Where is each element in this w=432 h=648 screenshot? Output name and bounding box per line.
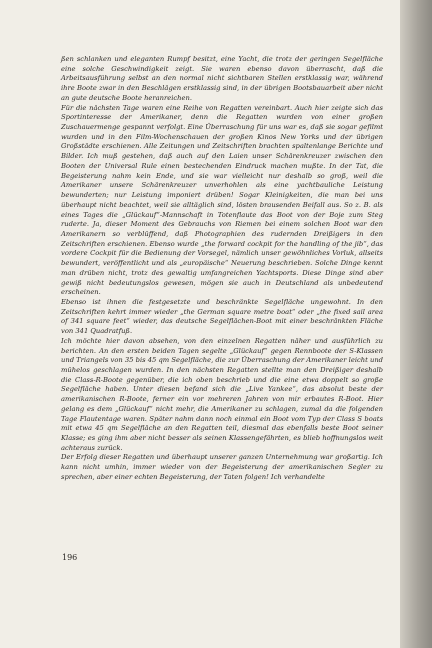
paragraph: Für die nächsten Tage waren eine Reihe von Regatten vereinbart. Auch hier zeigte sich das Sportinteresse der Amerikaner, denn die Regatten wurden von einer großen Zuschauermenge gespannt verfolgt. Eine Überraschung für uns war es, daß sie sogar gefilmt wurden und in den Film-Wochenschauen der großen Kinos New Yorks und der übrigen Großstädte erschienen. Alle Zeitungen und Zeitschriften brachten spaltenlange Berichte und Bilder. Ich muß gestehen, daß auch auf den Laien unser Schärenkreuzer zwischen den Booten der Universal Rule einen bestechenden Eindruck machen mußte. In der Tat, die Begeisterung nahm kein Ende, und sie war vielleicht nur deshalb so groß, weil die Amerikaner unsere Schärenkreuzer unverhohlen als eine yachtbauliche Leistung bewunderten; nur Leistung imponiert drüben! Sogar Kleinigkeiten, die man bei uns überhaupt nicht beachtet, weil sie alltäglich sind, lösten brausenden Beifall aus. So z. B. als eines Tages die „Glückauf“-Mannschaft in Totenflaute das Boot von der Boje zum Steg ruderte. Ja, dieser Moment des Gebrauchs von Riemen bei einem solchen Boot war den Amerikanern so verblüffend, daß Photographien des rudernden Dreißigers in den Zeitschriften erschienen. Ebenso wurde „the forward cockpit for the handling of the jib“, das vordere Cockpit für die Bedienung der Vorsegel, nämlich unser gewöhnliches Vorluk, allseits bewundert, veröffentlicht und als „europäische“ Neuerung beschrieben. Solche Dinge kennt man drüben nicht, trotz des gewaltig umfangreichen Yachtsports. Diese Dinge sind aber gewiß nicht bedeutungslos gewesen, mögen sie auch in Deutschland als unbedeutend erscheinen.: [61, 103, 383, 297]
paragraph: ßen schlanken und eleganten Rumpf besitzt, eine Yacht, die trotz der geringen Segelfläche eine solche Geschwindigkeit zeigt. Sie waren ebenso davon überrascht, daß die Arbeitsausführung selbst an den normal nicht sichtbaren Stellen erstklassig war, während ihre Boote zwar in den Beschlägen erstklassig sind, in der übrigen Bootsbauarbeit aber nicht an gute deutsche Boote heranreichen.: [61, 55, 383, 102]
page-number: 196: [62, 553, 78, 562]
paragraph: Ich möchte hier davon absehen, von den einzelnen Regatten näher und ausführlich zu berichten. An den ersten beiden Tagen segelte „Glückauf“ gegen Rennboote der S-Klassen und Triangels von 35 bis 45 qm Segelfläche, die zur Überraschung der Amerikaner leicht und mühelos geschlagen wurden. In den nächsten Regatten stellte man den Dreißiger deshalb die Class-R-Boote gegenüber, die ich oben beschrieb und die eine etwa doppelt so große Segelfläche haben. Unter diesen befand sich die „Live Yankee“, das absolut beste der amerikanischen R-Boote, ferner ein vor mehreren Jahren von mir erbautes R-Boot. Hier gelang es dem „Glückauf“ nicht mehr, die Amerikaner zu schlagen, zumal da die folgenden Tage Flautentage waren. Später nahm dann noch einmal ein Boot vom Typ der Class S boats mit etwa 45 qm Segelfläche an den Regatten teil, diesmal das ebenfalls beste Boot seiner Klasse; es ging ihm aber nicht besser als seinen Klassengefährten, es blieb hoffnungslos weit achteraus zurück.: [61, 336, 383, 452]
body-text: [61, 55, 383, 483]
book-gutter-shadow: [400, 0, 432, 648]
paragraph: Der Erfolg dieser Regatten und überhaupt unserer ganzen Unternehmung war großartig. Ich kann nicht umhin, immer wieder von der Begeisterung der amerikanischen Segler zu sprechen, aber einer echten Begeisterung, der Taten folgen! Ich verhandelte: [61, 453, 383, 481]
paragraph: Ebenso ist ihnen die festgesetzte und beschränkte Segelfläche ungewohnt. In den Zeitschriften kehrt immer wieder „the German square metre boat“ oder „the fixed sail area of 341 square feet“ wieder, das deutsche Segelflächen-Boot mit einer beschränkten Fläche von 341 Quadratfuß.: [61, 297, 383, 336]
